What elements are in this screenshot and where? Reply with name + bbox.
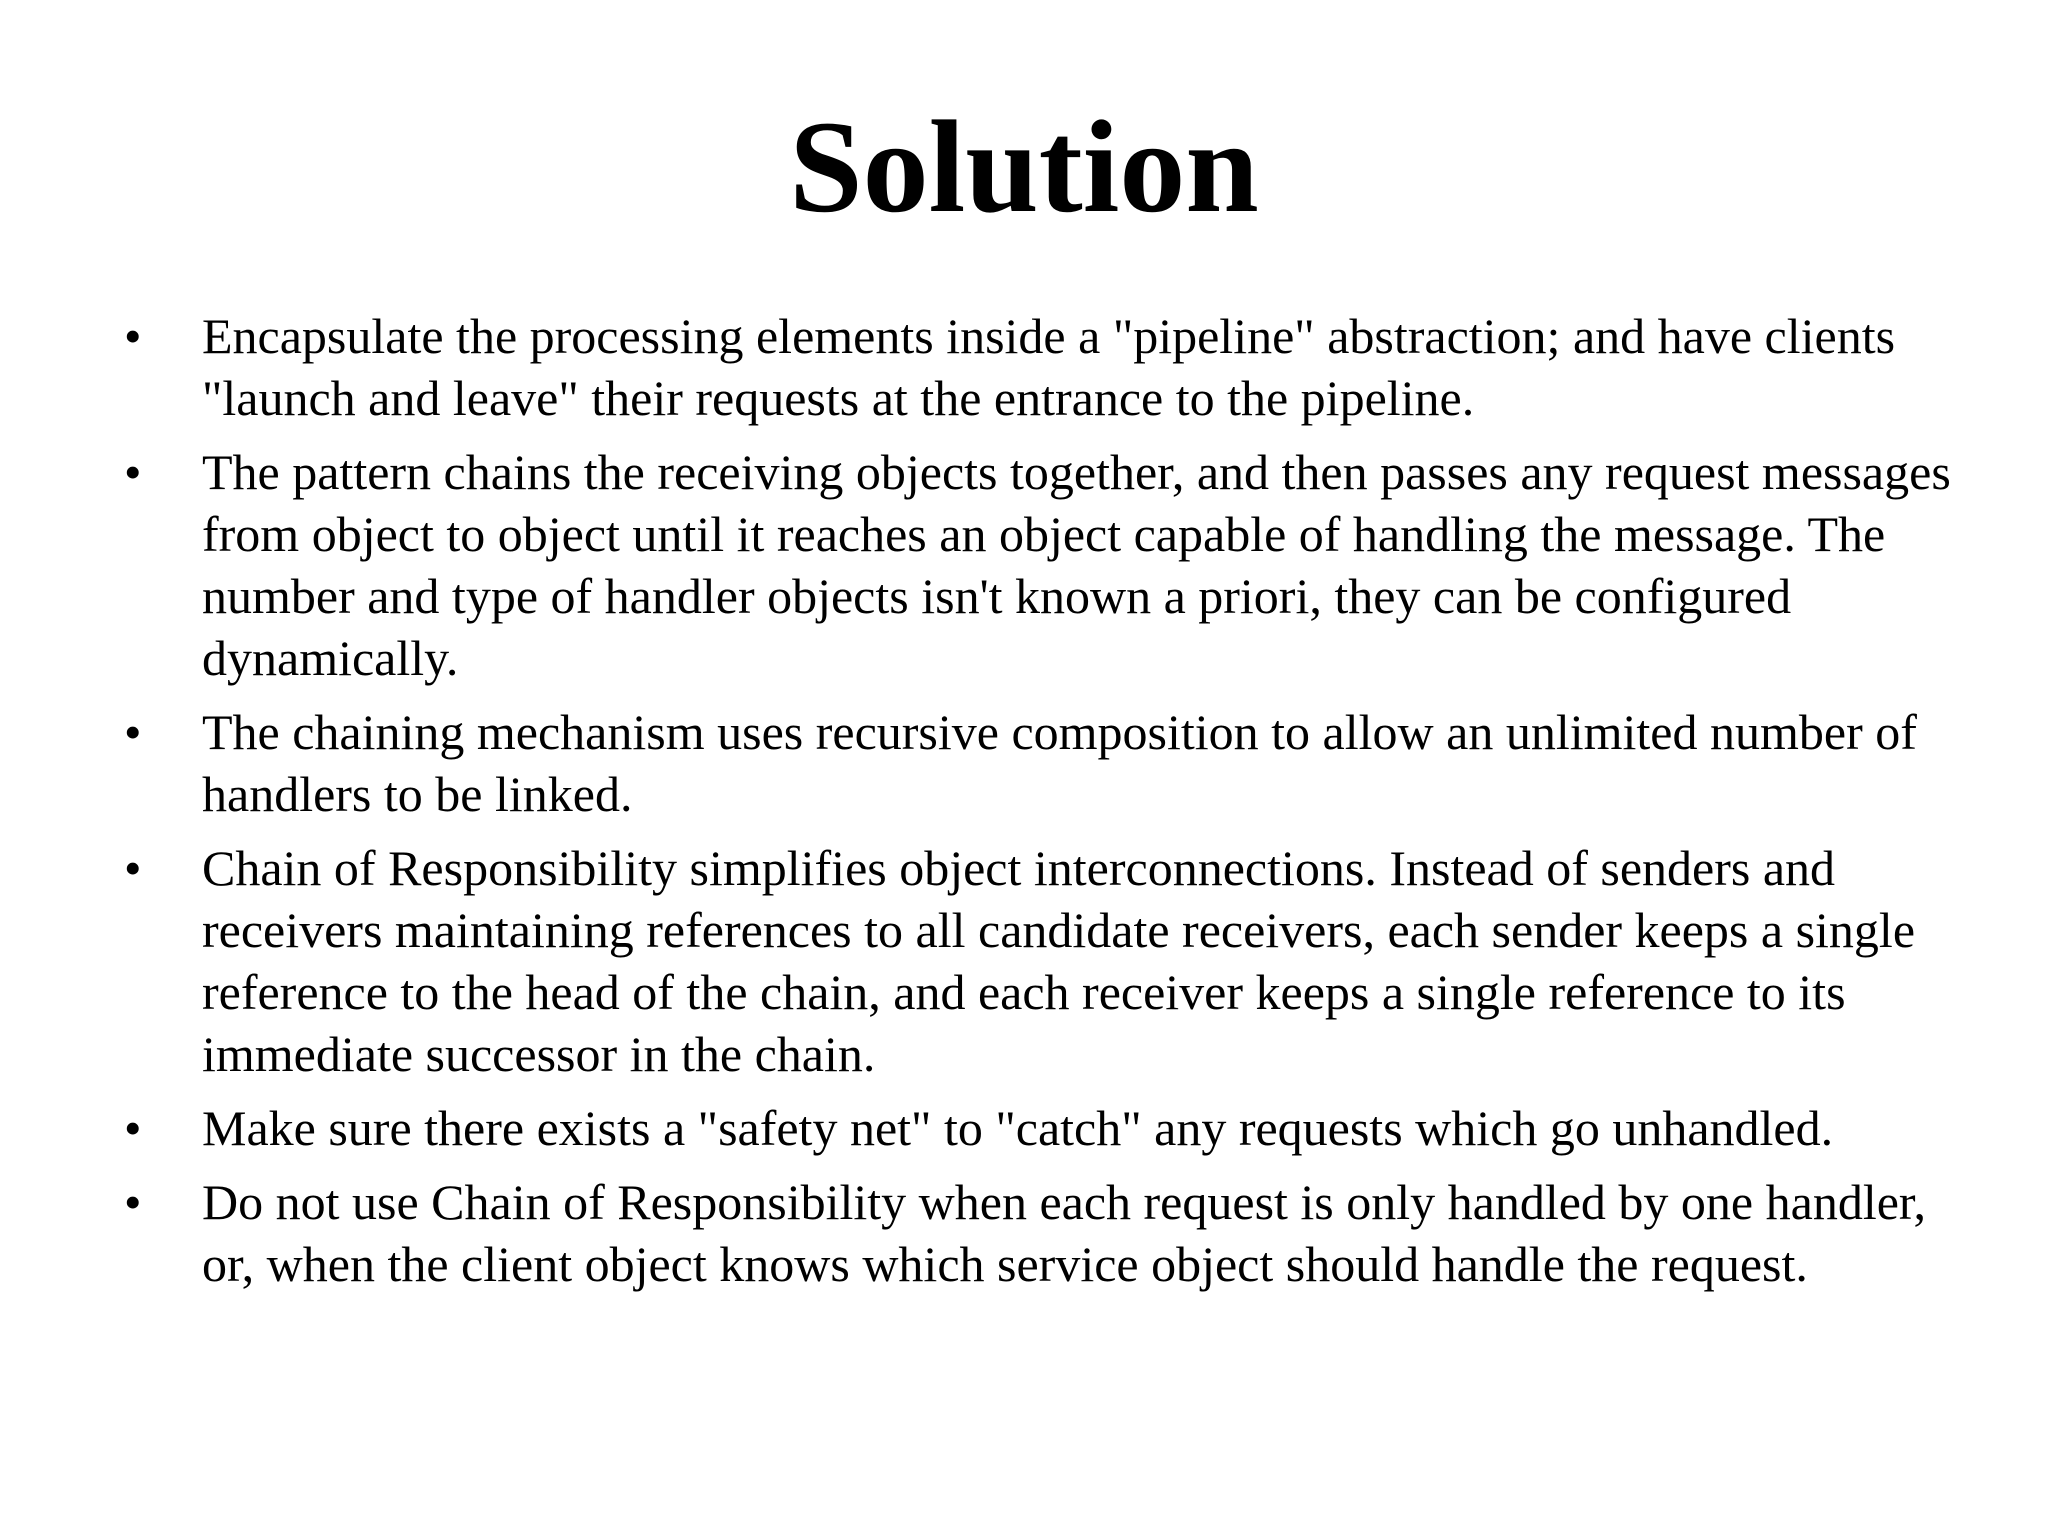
bullet-icon: •	[124, 444, 142, 500]
bullet-icon: •	[124, 1174, 142, 1230]
bullet-item	[124, 701, 1954, 825]
bullet-text: The pattern chains the receiving objects together, and then passes any request messages from object to object until it reaches an object capable of handling the message. The number and type of handler objects isn't known a priori, they can be configured dynamically.	[202, 444, 1951, 686]
bullet-list	[124, 305, 1954, 1307]
bullet-item	[124, 1097, 1954, 1159]
bullet-icon: •	[124, 840, 142, 896]
bullet-icon: •	[124, 704, 142, 760]
bullet-text: The chaining mechanism uses recursive composition to allow an unlimited number of handlers to be linked.	[202, 704, 1917, 822]
bullet-icon: •	[124, 1100, 142, 1156]
slide-title: Solution	[789, 93, 1259, 240]
bullet-item	[124, 1171, 1954, 1295]
bullet-item	[124, 305, 1954, 429]
bullet-item	[124, 837, 1954, 1085]
bullet-text: Encapsulate the processing elements inside a "pipeline" abstraction; and have clients "launch and leave" their requests at the entrance to the pipeline.	[202, 308, 1896, 426]
bullet-text: Make sure there exists a "safety net" to "catch" any requests which go unhandled.	[202, 1100, 1834, 1156]
bullet-icon: •	[124, 308, 142, 364]
bullet-text: Chain of Responsibility simplifies object interconnections. Instead of senders and receivers maintaining references to all candidate receivers, each sender keeps a single reference to the head of the chain, and each receiver keeps a single reference to its immediate successor in the chain.	[202, 840, 1916, 1082]
bullet-item	[124, 441, 1954, 689]
bullet-text: Do not use Chain of Responsibility when each request is only handled by one handler, or, when the client object knows which service object should handle the request.	[202, 1174, 1927, 1292]
